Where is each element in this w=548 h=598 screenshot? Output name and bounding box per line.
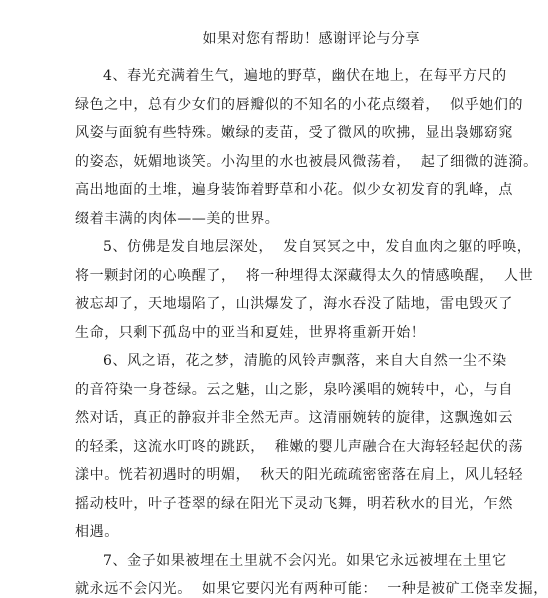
paragraph-5-line: 生命，只剩下孤岛中的亚当和夏娃，世界将重新开始！ [75,324,426,341]
paragraph-6-line: 的音符染一身苍绿。云之魅，山之影，泉吟溪唱的婉转中，心，与自 [75,381,513,398]
paragraph-4-line: 的姿态，妩媚地谈笑。小沟里的水也被晨风微荡着， 起了细微的涟漪。 [75,153,538,170]
paragraph-6-line: 漾中。恍若初遇时的明媚， 秋天的阳光疏疏密密落在肩上，风儿轻轻 [75,467,524,483]
paragraph-5-line: 将一颗封闭的心唤醒了， 将一种埋得太深藏得太久的情感唤醒， 人世 [75,267,534,284]
paragraph-4-line: 缀着丰满的肉体——美的世界。 [75,210,280,227]
paragraph-7-line: 就永远不会闪光。 如果它要闪光有两种可能： 一种是被矿工侥幸发掘， [75,581,548,597]
paragraph-5-line: 5、仿佛是发自地层深处， 发自冥冥之中，发自血肉之躯的呼唤， [103,239,532,255]
paragraph-6-line: 6、风之语，花之梦，清脆的风铃声飘落，来自大自然一尘不染 [103,353,507,369]
paragraph-5-line: 被忘却了，天地塌陷了，山洪爆发了，海水吞没了陆地，雷电毁灭了 [75,296,513,312]
paragraph-4-line: 高出地面的土堆，遍身装饰着野草和小花。似少女初发育的乳峰，点 [75,182,513,198]
paragraph-4-line: 风姿与面貌有些特殊。嫩绿的麦苗，受了微风的吹拂，显出袅娜窈窕 [75,125,513,141]
paragraph-4-line: 绿色之中，总有少女们的唇瓣似的不知名的小花点缀着， 似乎她们的 [75,96,524,113]
paragraph-4-line: 4、春光充满着生气，遍地的野草，幽伏在地上，在每平方尺的 [103,68,507,84]
paragraph-6-line: 相遇。 [75,524,119,540]
paragraph-6-line: 摇动枝叶，叶子苍翠的绿在阳光下灵动飞舞，明若秋水的目光，乍然 [75,495,513,512]
paragraph-6-line: 然对话，真正的静寂并非全然无声。这清丽婉转的旋律，这飘逸如云 [75,410,513,426]
page-header: 如果对您有帮助！感谢评论与分享 [202,31,420,47]
paragraph-6-line: 的轻柔，这流水叮咚的跳跃， 稚嫩的婴儿声融合在大海轻轻起伏的荡 [75,438,524,455]
paragraph-7-line: 7、金子如果被埋在土里就不会闪光。如果它永远被埋在土里它 [103,552,507,569]
